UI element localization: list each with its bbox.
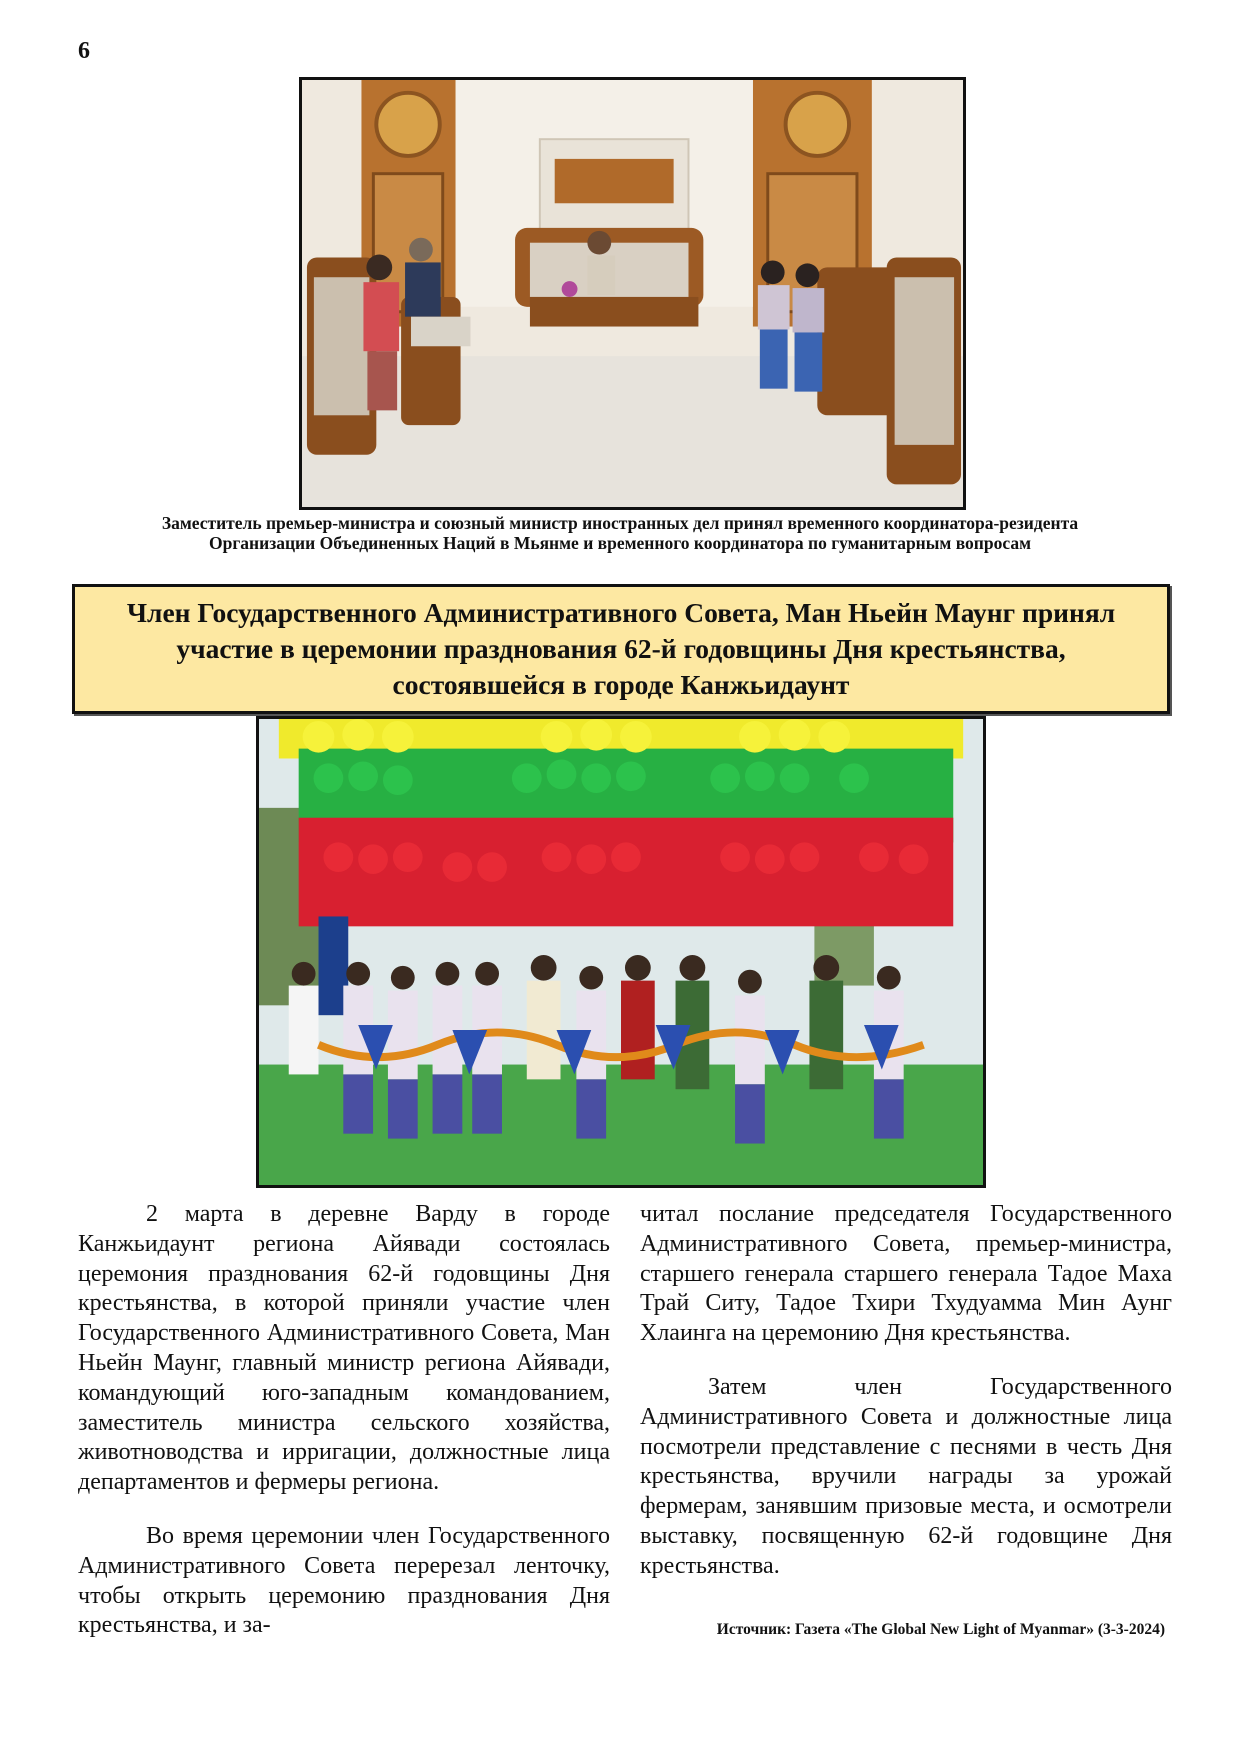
article-paragraph-2-end: читал послание председателя Государственного Административного Совета, премьер-министра, старшего генерала старшего генерала Тадое Маха Трай Ситу, Тадое Тхири Тхудуамма Мин Аунг Хлаинга на церемонию Дня крестьянства. bbox=[640, 1201, 1172, 1347]
article-paragraph-2-start: Во время церемонии член Государственного Административного Совета перерезал ленточку, чтобы открыть церемонию празднования Дня крестьянства, и за- bbox=[78, 1522, 610, 1639]
source-credit: Источник: Газета «The Global New Light of Myanmar» (3-3-2024) bbox=[716, 1621, 1165, 1638]
headline-box bbox=[72, 584, 1170, 714]
article-paragraph-3: Затем член Государственного Административного Совета и должностные лица посмотрели представление с песнями в честь Дня крестьянства, вручили награды за урожай фермерам, занявшим призовые места, и осмотрели выставку, посвященную 62-й годовщине Дня крестьянства. bbox=[640, 1373, 1172, 1579]
headline: Член Государственного Административного Совета, Ман Ньейн Маунг принял участие в церемонии празднования 62-й годовщины Дня крестьянства, состоявшейся в городе Канжьидаунт bbox=[126, 597, 1116, 700]
page-number: 6 bbox=[78, 38, 90, 64]
ceremony-photo bbox=[256, 716, 986, 1188]
reception-photo bbox=[299, 77, 966, 510]
article-column-right bbox=[640, 1200, 1172, 1582]
article-paragraph-1: 2 марта в деревне Варду в городе Канжьидаунт региона Айявади состоялась церемония празднования 62-й годовщины Дня крестьянства, в которой приняли участие член Государственного Административного Совета, Ман Ньейн Маунг, главный министр региона Айявади, командующий юго-западным командованием, заместитель министра сельского хозяйства, животноводства и ирригации, должностные лица департаментов и фермеры региона. bbox=[78, 1201, 610, 1496]
article-column-left bbox=[78, 1200, 610, 1641]
reception-photo-caption: Заместитель премьер-министра и союзный министр иностранных дел принял временного координатора-резидента Организации Объединенных Наций в Мьянме и временного координатора по гуманитарным вопросам bbox=[161, 513, 1079, 553]
